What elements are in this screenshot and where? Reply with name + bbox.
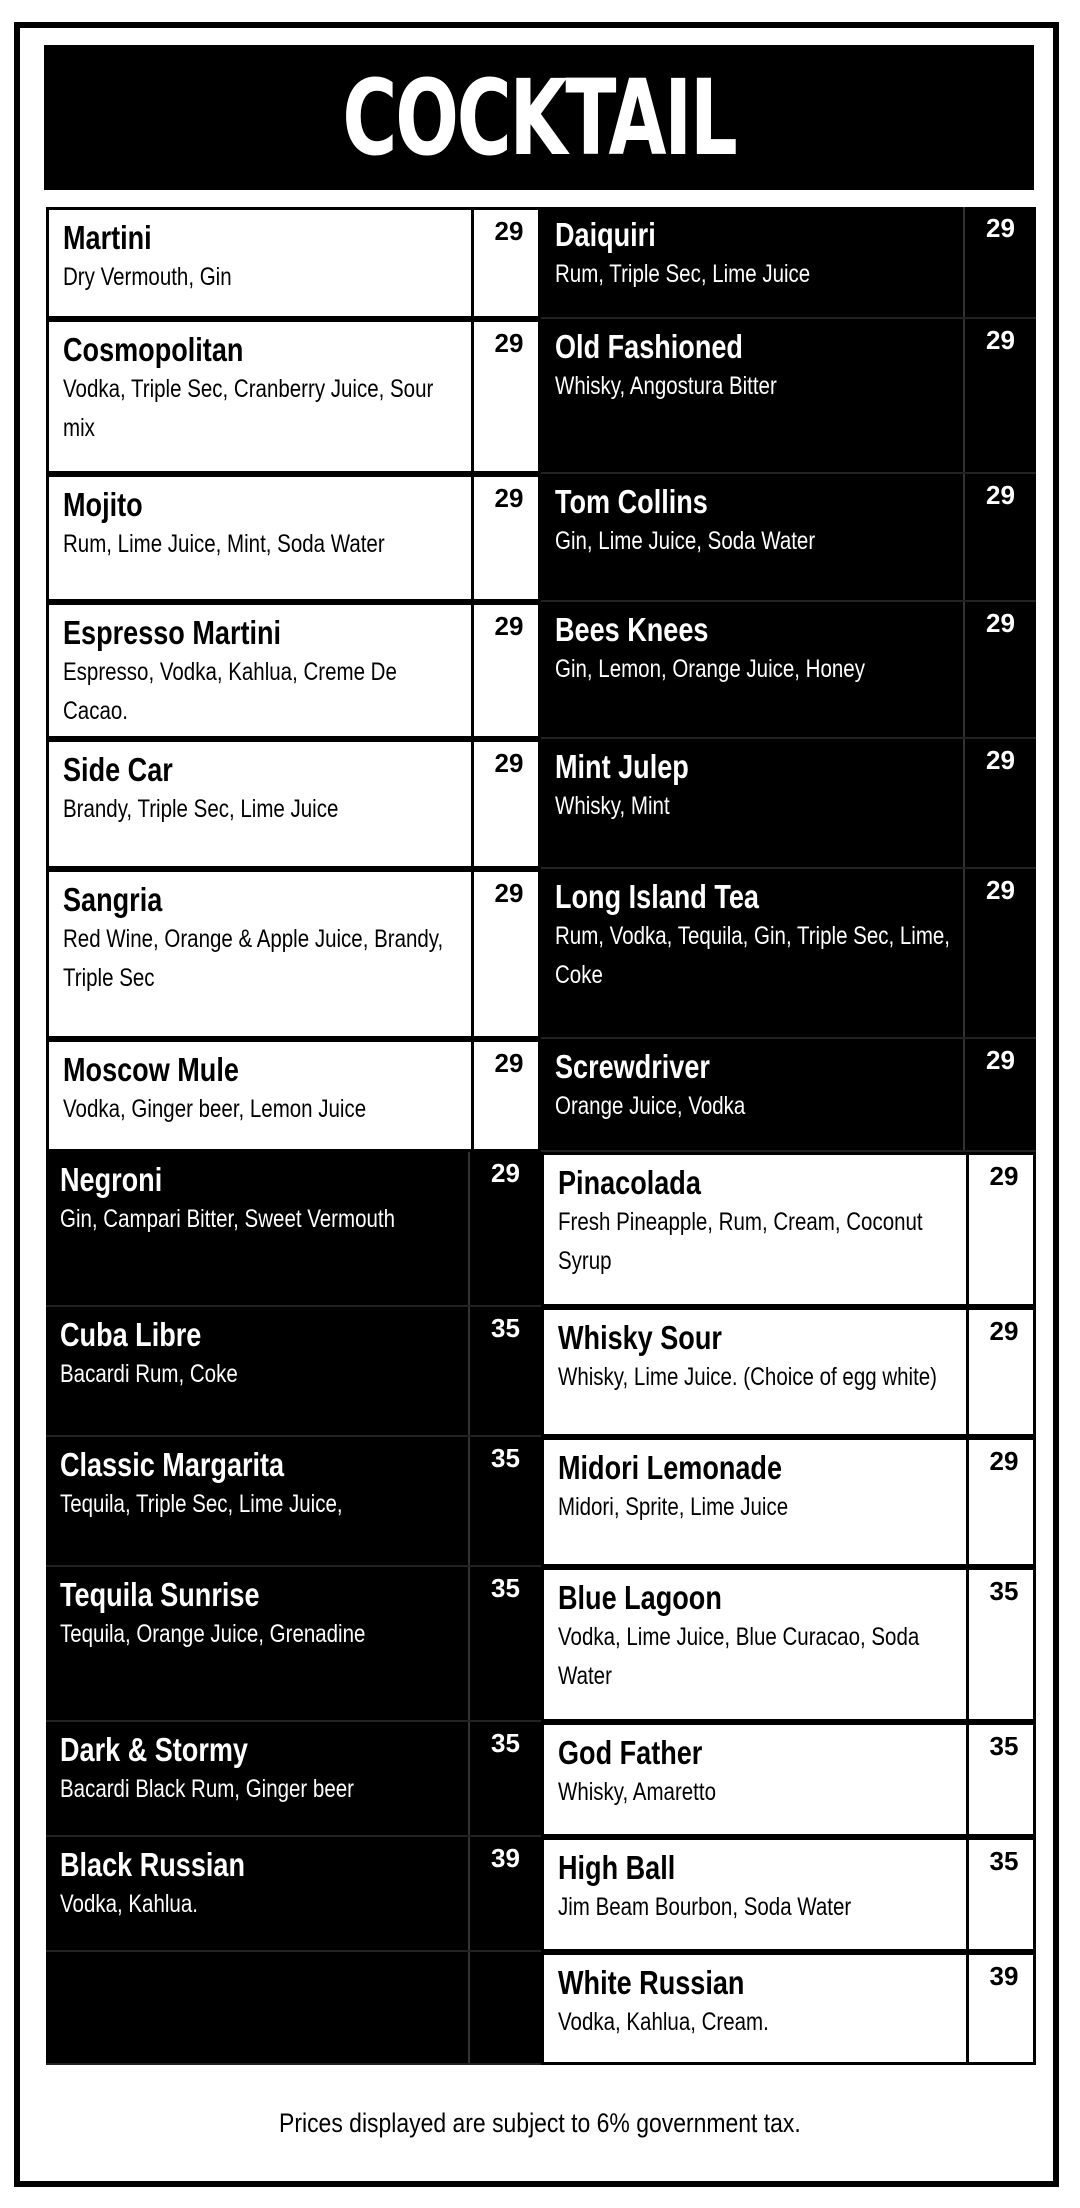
cocktail-ingredients: Whisky, Angostura Bitter: [555, 372, 777, 400]
cocktail-name: God Father: [558, 1734, 703, 1771]
cocktail-ingredients: Espresso, Vodka, Kahlua, Creme De Cacao.: [63, 658, 397, 725]
menu-item: [541, 1837, 1036, 1952]
menu-item-details: [544, 1725, 966, 1834]
left-column: [46, 207, 541, 2067]
cocktail-ingredients: Dry Vermouth, Gin: [63, 263, 232, 291]
menu-item: [46, 1567, 541, 1722]
right-column: [541, 207, 1036, 2067]
cocktail-ingredients: Vodka, Lime Juice, Blue Curacao, Soda Water: [558, 1623, 920, 1690]
cocktail-ingredients: Jim Beam Bourbon, Soda Water: [558, 1893, 852, 1921]
cocktail-price: 29: [471, 872, 544, 1036]
cocktail-price: 29: [963, 319, 1036, 472]
cocktail-ingredients: Orange Juice, Vodka: [555, 1092, 746, 1120]
cocktail-name: Midori Lemonade: [558, 1449, 783, 1486]
cocktail-price: [468, 1952, 541, 2063]
menu-item-details: [544, 1310, 966, 1434]
cocktail-price: 35: [468, 1722, 541, 1835]
cocktail-name: Dark & Stormy: [60, 1731, 248, 1768]
cocktail-ingredients: Gin, Lime Juice, Soda Water: [555, 527, 816, 555]
menu-title: COCKTAIL: [342, 56, 736, 179]
menu-item: [46, 207, 541, 319]
cocktail-price: 39: [468, 1837, 541, 1950]
menu-item-details: [541, 739, 963, 867]
cocktail-price: 39: [966, 1955, 1039, 2062]
menu-item-details: [46, 1567, 468, 1720]
cocktail-name: Old Fashioned: [555, 328, 743, 365]
menu-item-details: [46, 1837, 468, 1950]
cocktail-price: 29: [471, 322, 544, 471]
cocktail-name: Pinacolada: [558, 1164, 701, 1201]
cocktail-name: White Russian: [558, 1964, 745, 2001]
menu-item: [46, 1039, 541, 1152]
menu-item-details: [544, 1955, 966, 2062]
cocktail-ingredients: Rum, Triple Sec, Lime Juice: [555, 260, 811, 288]
cocktail-ingredients: Whisky, Mint: [555, 792, 670, 820]
cocktail-name: Black Russian: [60, 1846, 245, 1883]
menu-item-details: [46, 1437, 468, 1565]
menu-item-details: [541, 869, 963, 1037]
cocktail-price: 29: [966, 1155, 1039, 1304]
cocktail-name: Espresso Martini: [63, 614, 282, 651]
menu-item-details: [46, 1152, 468, 1305]
menu-item: [541, 1152, 1036, 1307]
cocktail-name: Mojito: [63, 486, 143, 523]
cocktail-name: Whisky Sour: [558, 1319, 722, 1356]
cocktail-name: Tequila Sunrise: [60, 1576, 260, 1613]
cocktail-ingredients: Vodka, Kahlua, Cream.: [558, 2008, 769, 2036]
menu-item-details: [544, 1155, 966, 1304]
cocktail-price: 35: [966, 1570, 1039, 1719]
cocktail-ingredients: Red Wine, Orange & Apple Juice, Brandy, Triple Sec: [63, 925, 444, 992]
menu-item-details: [544, 1840, 966, 1949]
cocktail-price: 35: [468, 1567, 541, 1720]
cocktail-price: 35: [966, 1725, 1039, 1834]
cocktail-ingredients: Fresh Pineapple, Rum, Cream, Coconut Syrup: [558, 1208, 923, 1275]
cocktail-price: 29: [963, 207, 1036, 317]
menu-item: [541, 207, 1036, 319]
cocktail-name: Screwdriver: [555, 1048, 710, 1085]
cocktail-price: 29: [963, 739, 1036, 867]
menu-item-details: [46, 1952, 468, 2063]
cocktail-grid: [46, 207, 1036, 2067]
cocktail-name: Side Car: [63, 751, 173, 788]
menu-item-details: [49, 210, 471, 316]
cocktail-name: Long Island Tea: [555, 878, 759, 915]
cocktail-ingredients: Rum, Lime Juice, Mint, Soda Water: [63, 530, 385, 558]
menu-item: [541, 869, 1036, 1039]
menu-item: [541, 739, 1036, 869]
menu-item-details: [544, 1440, 966, 1564]
cocktail-ingredients: Brandy, Triple Sec, Lime Juice: [63, 795, 339, 823]
cocktail-ingredients: Gin, Campari Bitter, Sweet Vermouth: [60, 1205, 395, 1233]
cocktail-price: 29: [468, 1152, 541, 1305]
menu-item: [541, 1722, 1036, 1837]
cocktail-name: Sangria: [63, 881, 163, 918]
menu-item: [46, 1952, 541, 2065]
cocktail-ingredients: Bacardi Rum, Coke: [60, 1360, 238, 1388]
cocktail-price: 35: [468, 1437, 541, 1565]
cocktail-ingredients: Midori, Sprite, Lime Juice: [558, 1493, 789, 1521]
cocktail-price: 29: [963, 1039, 1036, 1150]
menu-item: [46, 474, 541, 602]
menu-item-details: [46, 1722, 468, 1835]
menu-item: [541, 1952, 1036, 2065]
cocktail-price: 29: [471, 210, 544, 316]
cocktail-price: 35: [966, 1840, 1039, 1949]
menu-item: [541, 1307, 1036, 1437]
cocktail-price: 29: [963, 869, 1036, 1037]
cocktail-name: Negroni: [60, 1161, 163, 1198]
cocktail-name: Mint Julep: [555, 748, 689, 785]
menu-item-details: [49, 872, 471, 1036]
menu-item: [46, 1437, 541, 1567]
cocktail-name: Blue Lagoon: [558, 1579, 722, 1616]
menu-item-details: [49, 605, 471, 736]
cocktail-ingredients: Tequila, Triple Sec, Lime Juice,: [60, 1490, 343, 1518]
cocktail-price: 29: [471, 742, 544, 866]
menu-item: [541, 1039, 1036, 1152]
tax-note: Prices displayed are subject to 6% government tax.: [279, 2108, 801, 2138]
menu-item-details: [46, 1307, 468, 1435]
menu-item: [541, 602, 1036, 739]
cocktail-ingredients: Rum, Vodka, Tequila, Gin, Triple Sec, Lime, Coke: [555, 922, 951, 989]
cocktail-name: Cosmopolitan: [63, 331, 244, 368]
cocktail-ingredients: Whisky, Amaretto: [558, 1778, 716, 1806]
menu-item: [46, 1837, 541, 1952]
cocktail-name: High Ball: [558, 1849, 676, 1886]
menu-item: [46, 1152, 541, 1307]
menu-item: [46, 1722, 541, 1837]
cocktail-price: 29: [966, 1440, 1039, 1564]
cocktail-ingredients: Vodka, Kahlua.: [60, 1890, 198, 1918]
cocktail-ingredients: Tequila, Orange Juice, Grenadine: [60, 1620, 366, 1648]
menu-item: [46, 1307, 541, 1437]
cocktail-name: Tom Collins: [555, 483, 708, 520]
menu-item: [541, 474, 1036, 602]
menu-item-details: [541, 207, 963, 317]
menu-item-details: [49, 322, 471, 471]
cocktail-price: 29: [963, 602, 1036, 737]
menu-item-details: [541, 1039, 963, 1150]
menu-item: [541, 1567, 1036, 1722]
cocktail-price: 29: [963, 474, 1036, 600]
menu-item-details: [544, 1570, 966, 1719]
menu-item: [46, 602, 541, 739]
cocktail-name: Martini: [63, 219, 152, 256]
cocktail-ingredients: Vodka, Triple Sec, Cranberry Juice, Sour mix: [63, 375, 434, 442]
cocktail-price: 29: [471, 477, 544, 599]
cocktail-price: 29: [471, 1042, 544, 1149]
cocktail-price: 35: [468, 1307, 541, 1435]
cocktail-price: 29: [966, 1310, 1039, 1434]
menu-item: [541, 1437, 1036, 1567]
menu-item: [541, 319, 1036, 474]
cocktail-name: Classic Margarita: [60, 1446, 285, 1483]
cocktail-ingredients: Gin, Lemon, Orange Juice, Honey: [555, 655, 865, 683]
cocktail-ingredients: Whisky, Lime Juice. (Choice of egg white): [558, 1363, 938, 1391]
menu-item-details: [49, 742, 471, 866]
menu-item-details: [541, 474, 963, 600]
menu-item: [46, 739, 541, 869]
cocktail-name: Cuba Libre: [60, 1316, 202, 1353]
menu-title-banner: [44, 45, 1034, 190]
menu-item-details: [541, 319, 963, 472]
menu-item: [46, 319, 541, 474]
cocktail-name: Bees Knees: [555, 611, 709, 648]
cocktail-ingredients: Vodka, Ginger beer, Lemon Juice: [63, 1095, 367, 1123]
cocktail-ingredients: Bacardi Black Rum, Ginger beer: [60, 1775, 354, 1803]
cocktail-name: Moscow Mule: [63, 1051, 239, 1088]
menu-item: [46, 869, 541, 1039]
menu-item-details: [541, 602, 963, 737]
cocktail-price: 29: [471, 605, 544, 736]
menu-item-details: [49, 1042, 471, 1149]
menu-item-details: [49, 477, 471, 599]
cocktail-name: Daiquiri: [555, 216, 656, 253]
